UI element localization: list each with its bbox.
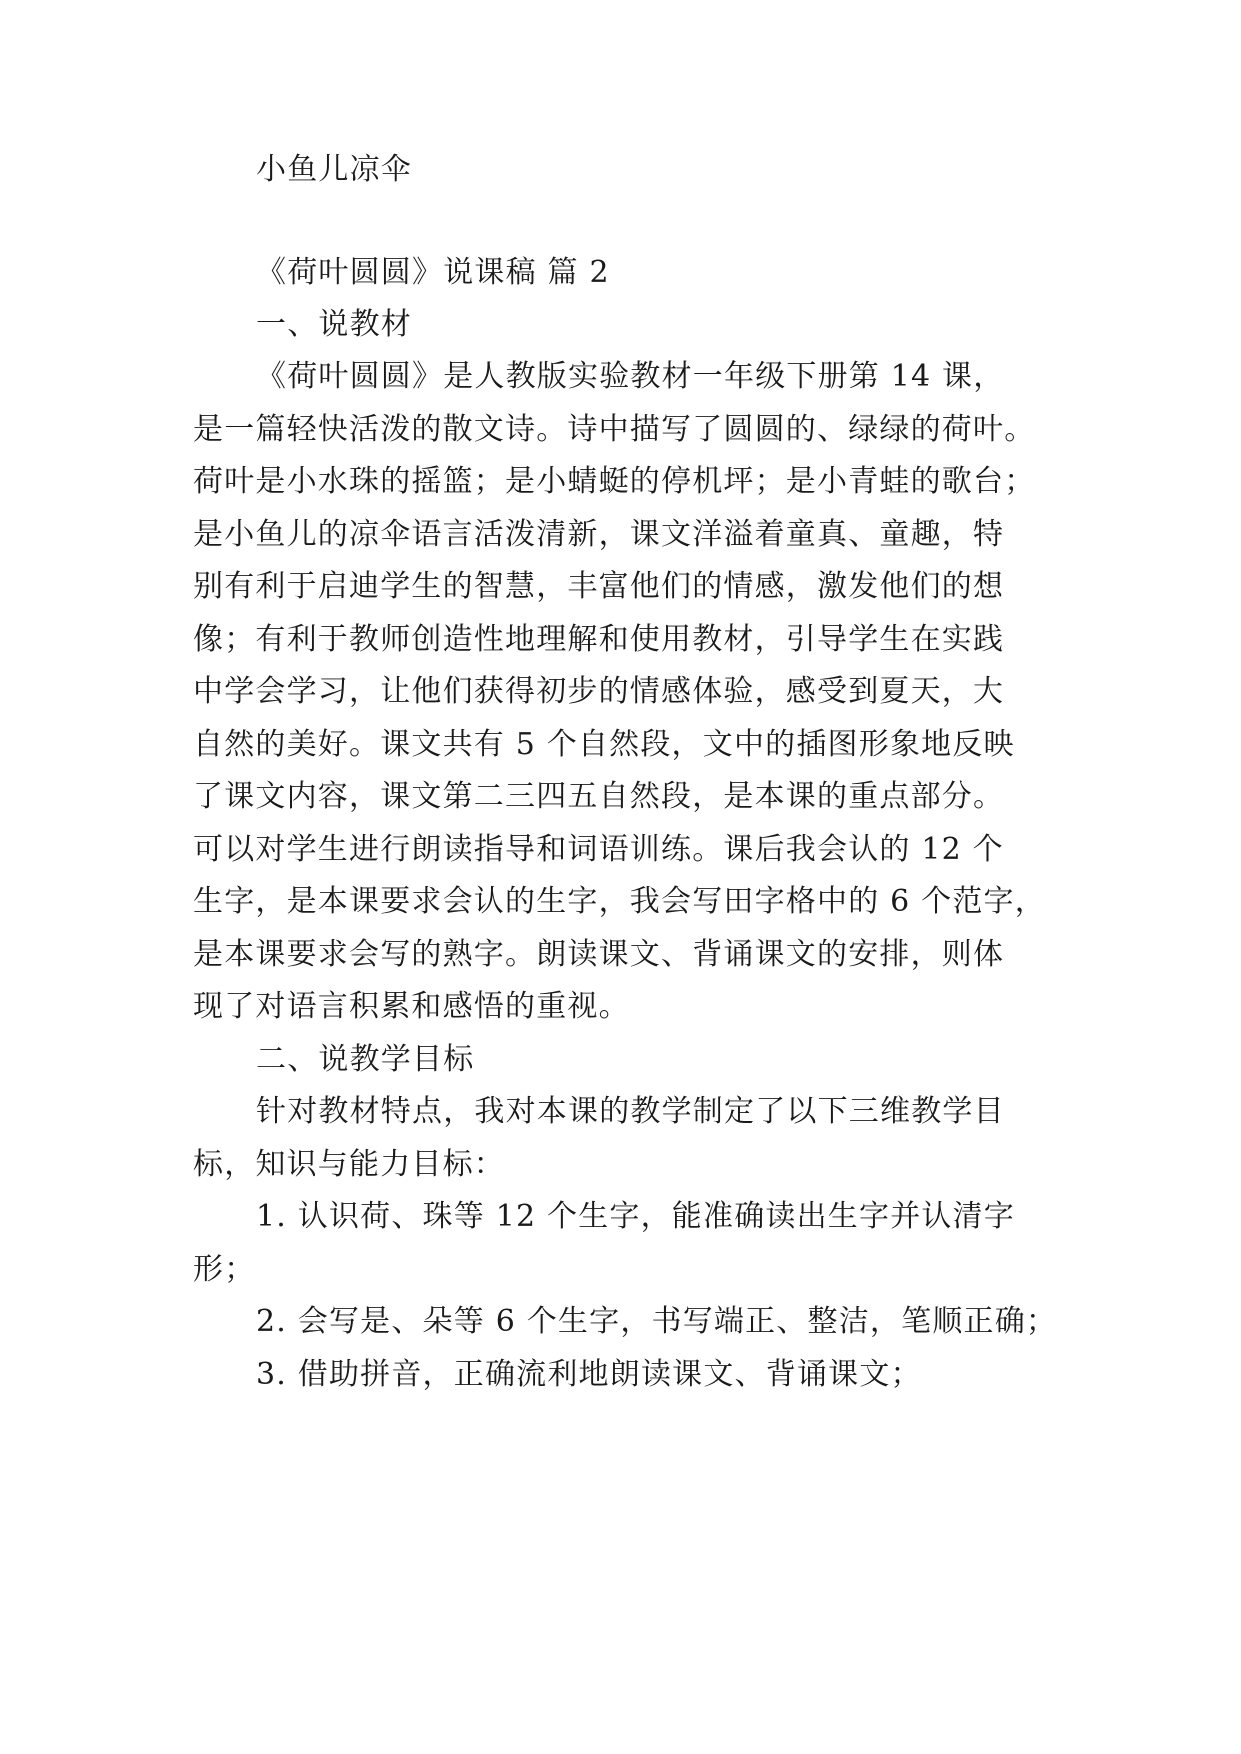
- paragraph-line: 针对教材特点，我对本课的教学制定了以下三维教学目: [256, 1094, 1005, 1129]
- paragraph-line: 是一篇轻快活泼的散文诗。诗中描写了圆圆的、绿绿的荷叶。: [193, 412, 1036, 447]
- paragraph-line: 是小鱼儿的凉伞语言活泼清新，课文洋溢着童真、童趣，特: [193, 517, 1005, 552]
- paragraph-line: 像；有利于教师创造性地理解和使用教材，引导学生在实践: [193, 622, 1005, 657]
- paragraph-line: 生字，是本课要求会认的生字，我会写田字格中的 6 个范字，: [193, 884, 1046, 919]
- paragraph-line: 别有利于启迪学生的智慧，丰富他们的情感，激发他们的想: [193, 569, 1005, 604]
- list-item-1-continuation: 形；: [193, 1252, 256, 1287]
- paragraph-line: 可以对学生进行朗读指导和词语训练。课后我会认的 12 个: [193, 832, 1004, 867]
- list-item-2: 2. 会写是、朵等 6 个生字，书写端正、整洁，笔顺正确；: [256, 1304, 1058, 1339]
- paragraph-line: 自然的美好。课文共有 5 个自然段，文中的插图形象地反映: [193, 727, 1015, 762]
- paragraph-line: 是本课要求会写的熟字。朗读课文、背诵课文的安排，则体: [193, 937, 1005, 972]
- list-item-3: 3. 借助拼音，正确流利地朗读课文、背诵课文；: [256, 1357, 922, 1392]
- paragraph-line: 中学会学习，让他们获得初步的情感体验，感受到夏天，大: [193, 674, 1005, 709]
- paragraph-line: 了课文内容，课文第二三四五自然段，是本课的重点部分。: [193, 779, 1005, 814]
- intro-line: 小鱼儿凉伞: [256, 152, 412, 187]
- section-heading-2: 二、说教学目标: [256, 1042, 475, 1077]
- section-heading-1: 一、说教材: [256, 307, 412, 342]
- paragraph-line: 荷叶是小水珠的摇篮；是小蜻蜓的停机坪；是小青蛙的歌台；: [193, 464, 1036, 499]
- paragraph-line: 现了对语言积累和感悟的重视。: [193, 989, 630, 1024]
- paragraph-line: 标，知识与能力目标：: [193, 1147, 505, 1182]
- list-item-1: 1. 认识荷、珠等 12 个生字，能准确读出生字并认清字: [256, 1199, 1016, 1234]
- document-title: 《荷叶圆圆》说课稿 篇 2: [256, 255, 610, 290]
- paragraph-line: 《荷叶圆圆》是人教版实验教材一年级下册第 14 课，: [256, 359, 1005, 394]
